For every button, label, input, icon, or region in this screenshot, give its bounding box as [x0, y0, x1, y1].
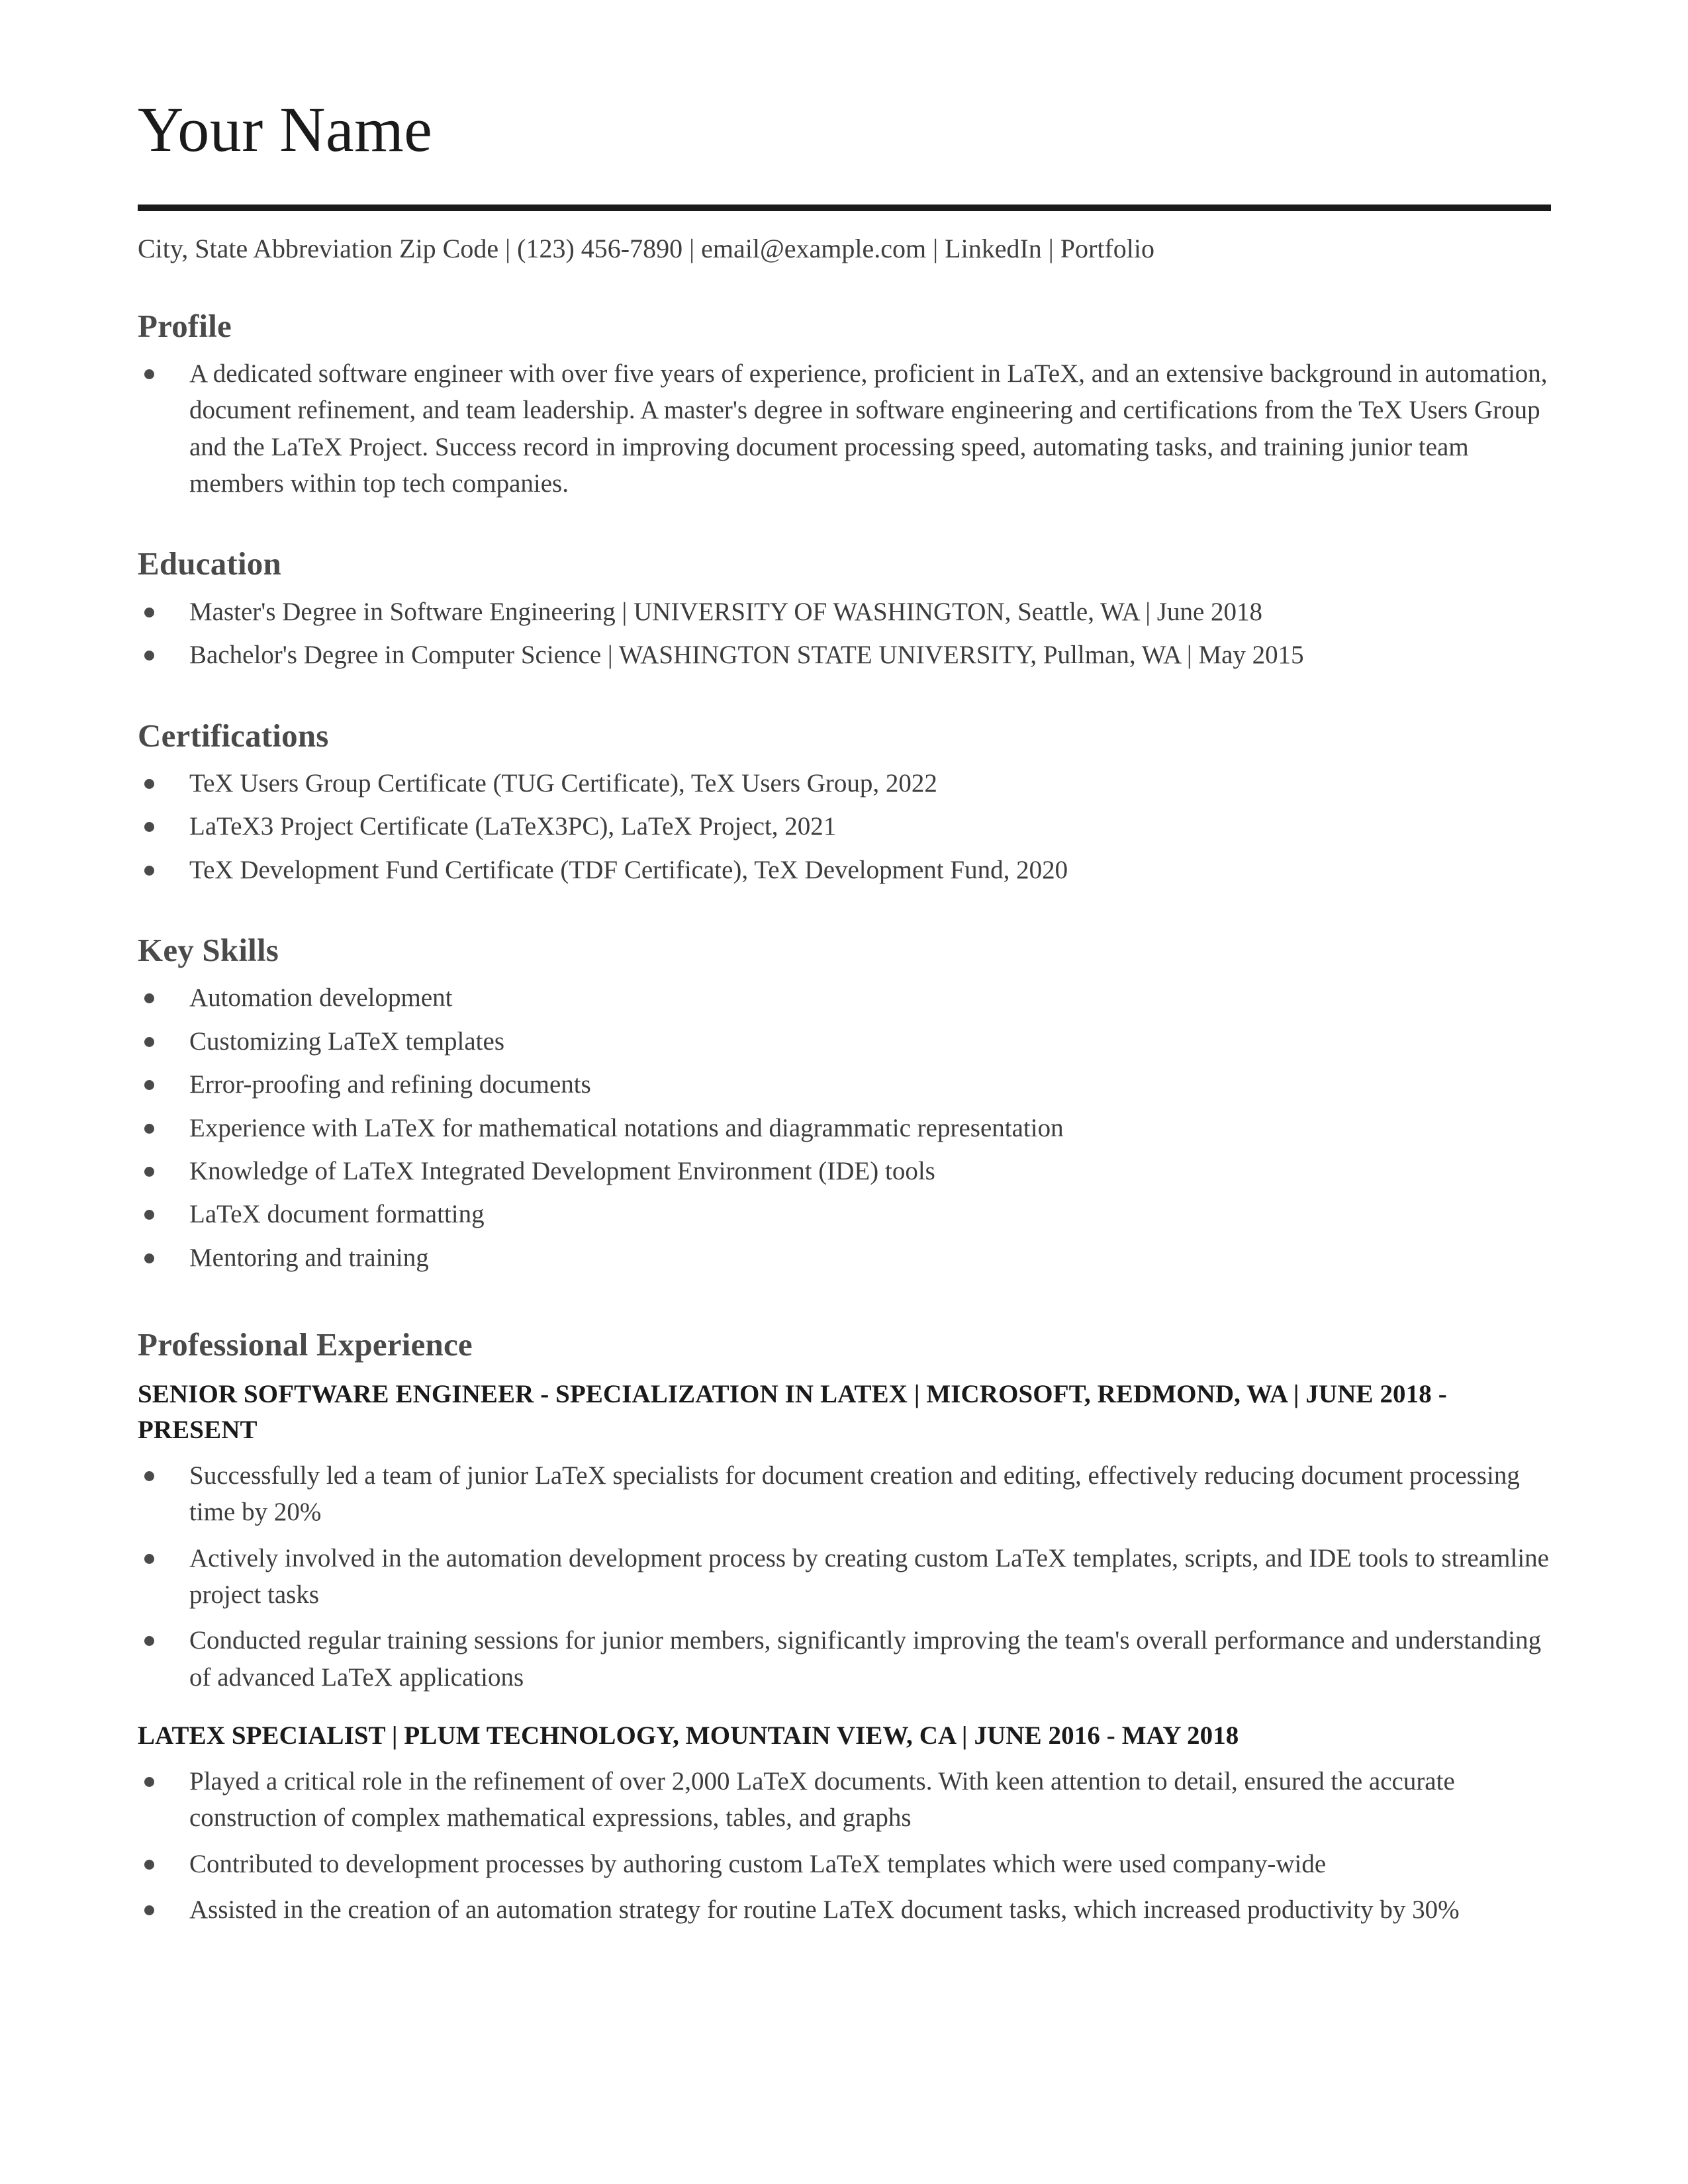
resume-header [138, 42, 1551, 266]
job-bullets [138, 1763, 1551, 1929]
list-item: Mentoring and training [138, 1240, 1551, 1276]
education-list [138, 594, 1551, 674]
job-bullets [138, 1457, 1551, 1696]
section-title-profile: Profile [138, 307, 232, 344]
candidate-name: Your Name [138, 94, 433, 165]
list-item: Error-proofing and refining documents [138, 1066, 1551, 1103]
section-certifications [138, 717, 1551, 888]
list-item: Actively involved in the automation development process by creating custom LaTeX templates, scripts, and IDE tools to streamline project tasks [138, 1540, 1551, 1614]
job-heading: LATEX SPECIALIST | PLUM TECHNOLOGY, MOUNTAIN VIEW, CA | JUNE 2016 - MAY 2018 [138, 1721, 1239, 1751]
list-item: Conducted regular training sessions for junior members, significantly improving the team's overall performance and understanding of advanced LaTeX applications [138, 1622, 1551, 1696]
list-item: Contributed to development processes by authoring custom LaTeX templates which were used company-wide [138, 1846, 1551, 1882]
job-heading: SENIOR SOFTWARE ENGINEER - SPECIALIZATION IN LATEX | MICROSOFT, REDMOND, WA | JUNE 2018 - PRESENT [138, 1380, 1447, 1445]
list-item: A dedicated software engineer with over five years of experience, proficient in LaTeX, and an extensive background in automation, document refinement, and team leadership. A master's degree in software engineering and certifications from the TeX Users Group and the LaTeX Project. Success record in improving document processing speed, automating tasks, and training junior team members within top tech companies. [138, 355, 1551, 502]
section-title-key-skills: Key Skills [138, 932, 279, 969]
list-item: Master's Degree in Software Engineering | UNIVERSITY OF WASHINGTON, Seattle, WA | June 2018 [138, 594, 1551, 630]
list-item: Bachelor's Degree in Computer Science | WASHINGTON STATE UNIVERSITY, Pullman, WA | May 2015 [138, 637, 1551, 673]
list-item: Knowledge of LaTeX Integrated Development Environment (IDE) tools [138, 1153, 1551, 1189]
certifications-list [138, 765, 1551, 888]
list-item: Successfully led a team of junior LaTeX specialists for document creation and editing, effectively reducing document processing time by 20% [138, 1457, 1551, 1531]
section-title-education: Education [138, 545, 281, 582]
resume-content [138, 0, 1551, 1929]
list-item: TeX Development Fund Certificate (TDF Certificate), TeX Development Fund, 2020 [138, 852, 1551, 888]
key-skills-list [138, 979, 1551, 1276]
experience-entry [138, 1718, 1551, 1928]
list-item: Played a critical role in the refinement of over 2,000 LaTeX documents. With keen attention to detail, ensured the accurate construction of complex mathematical expressions, tables, and graphs [138, 1763, 1551, 1837]
list-item: LaTeX document formatting [138, 1196, 1551, 1232]
list-item: TeX Users Group Certificate (TUG Certificate), TeX Users Group, 2022 [138, 765, 1551, 801]
contact-line: City, State Abbreviation Zip Code | (123) 456-7890 | email@example.com | LinkedIn | Portfolio [138, 233, 1154, 263]
profile-list [138, 355, 1551, 502]
section-title-professional-experience: Professional Experience [138, 1326, 473, 1363]
list-item: Experience with LaTeX for mathematical notations and diagrammatic representation [138, 1110, 1551, 1146]
list-item: Customizing LaTeX templates [138, 1023, 1551, 1060]
section-profile [138, 308, 1551, 502]
list-item: Automation development [138, 979, 1551, 1016]
section-title-certifications: Certifications [138, 717, 329, 754]
header-divider [138, 205, 1551, 211]
experience-entry [138, 1377, 1551, 1696]
section-professional-experience [138, 1326, 1551, 1929]
section-key-skills [138, 932, 1551, 1276]
list-item: Assisted in the creation of an automation strategy for routine LaTeX document tasks, which increased productivity by 30% [138, 1891, 1551, 1928]
section-education [138, 545, 1551, 673]
list-item: LaTeX3 Project Certificate (LaTeX3PC), LaTeX Project, 2021 [138, 808, 1551, 844]
